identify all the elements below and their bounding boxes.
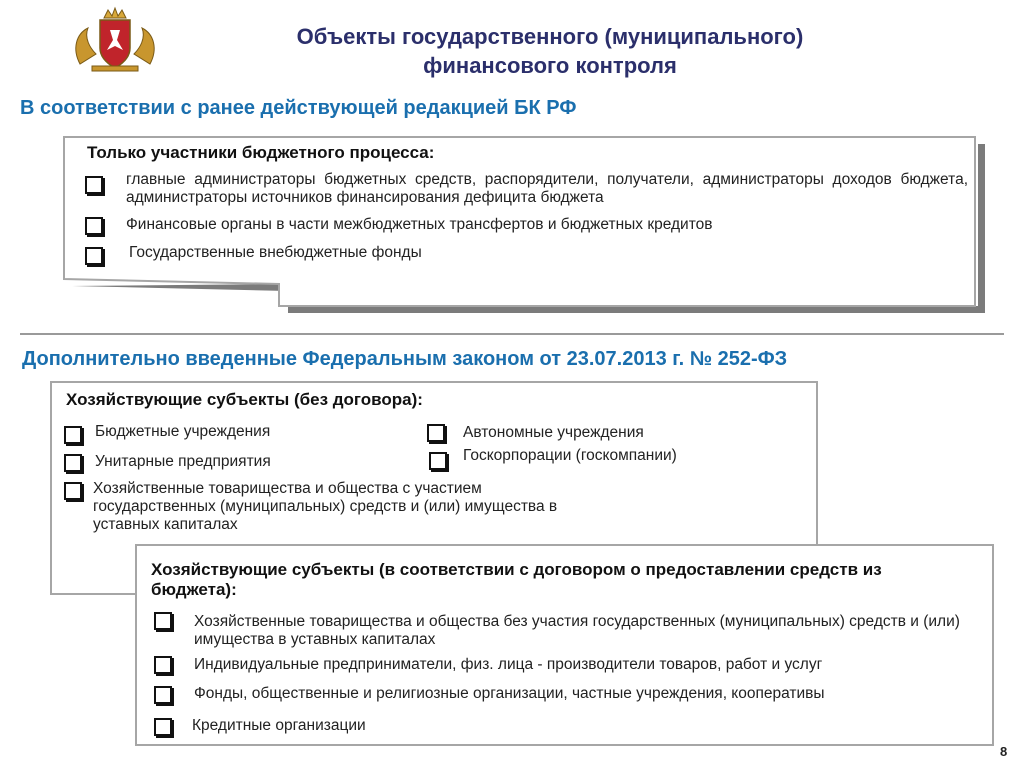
checkbox-icon [85, 176, 103, 194]
section2-box1-item-1: Бюджетные учреждения [95, 423, 271, 440]
section1-heading: В соответствии с ранее действующей редакцией БК РФ [20, 97, 577, 119]
section2-box1-item-5: Хозяйственные товарищества и общества с участием государственных (муниципальных) средств и (или) имущества в уставных капиталах [93, 480, 558, 533]
section1-item-1: главные администраторы бюджетных средств, распорядители, получатели, администраторы доходов бюджета, администраторы источников финансирования дефицита бюджета [126, 171, 968, 206]
checkbox-icon [64, 426, 82, 444]
title-line-2: финансового контроля [423, 53, 677, 78]
section2-box2-item-1: Хозяйственные товарищества и общества без участия государственных (муниципальных) средств и (или) имущества в уставных капиталах [194, 613, 960, 648]
section1-item-3: Государственные внебюджетные фонды [129, 244, 422, 261]
checkbox-icon [154, 718, 172, 736]
section2-box2 [135, 544, 994, 746]
section-divider [20, 333, 1004, 335]
checkbox-icon [85, 217, 103, 235]
checkbox-icon [429, 452, 447, 470]
section2-box1-item-3: Унитарные предприятия [95, 453, 271, 470]
section1-item-2: Финансовые органы в части межбюджетных трансфертов и бюджетных кредитов [126, 216, 713, 233]
section2-box2-item-2: Индивидуальные предприниматели, физ. лица - производители товаров, работ и услуг [194, 656, 823, 673]
section2-box1-item-2: Автономные учреждения [463, 424, 644, 441]
section1-box-title: Только участники бюджетного процесса: [87, 143, 435, 162]
checkbox-icon [154, 656, 172, 674]
section1-panel [63, 136, 975, 312]
checkbox-icon [85, 247, 103, 265]
section2-box2-item-4: Кредитные организации [192, 717, 366, 734]
checkbox-icon [64, 454, 82, 472]
section2-box2-title: Хозяйствующие субъекты (в соответствии с договором о предоставлении средств из бюджета): [151, 560, 882, 599]
checkbox-icon [154, 612, 172, 630]
title-line-1: Объекты государственного (муниципального) [296, 24, 804, 49]
coat-of-arms-emblem [70, 4, 160, 74]
checkbox-icon [64, 482, 82, 500]
checkbox-icon [154, 686, 172, 704]
section2-box1-title: Хозяйствующие субъекты (без договора): [66, 390, 423, 409]
section2-heading: Дополнительно введенные Федеральным законом от 23.07.2013 г. № 252-ФЗ [22, 348, 788, 370]
page-title [200, 22, 900, 80]
section2-box1-item-4: Госкорпорации (госкомпании) [463, 447, 677, 464]
checkbox-icon [427, 424, 445, 442]
page-number: 8 [1000, 744, 1008, 759]
section2-box2-item-3: Фонды, общественные и религиозные организации, частные учреждения, кооперативы [194, 685, 825, 702]
